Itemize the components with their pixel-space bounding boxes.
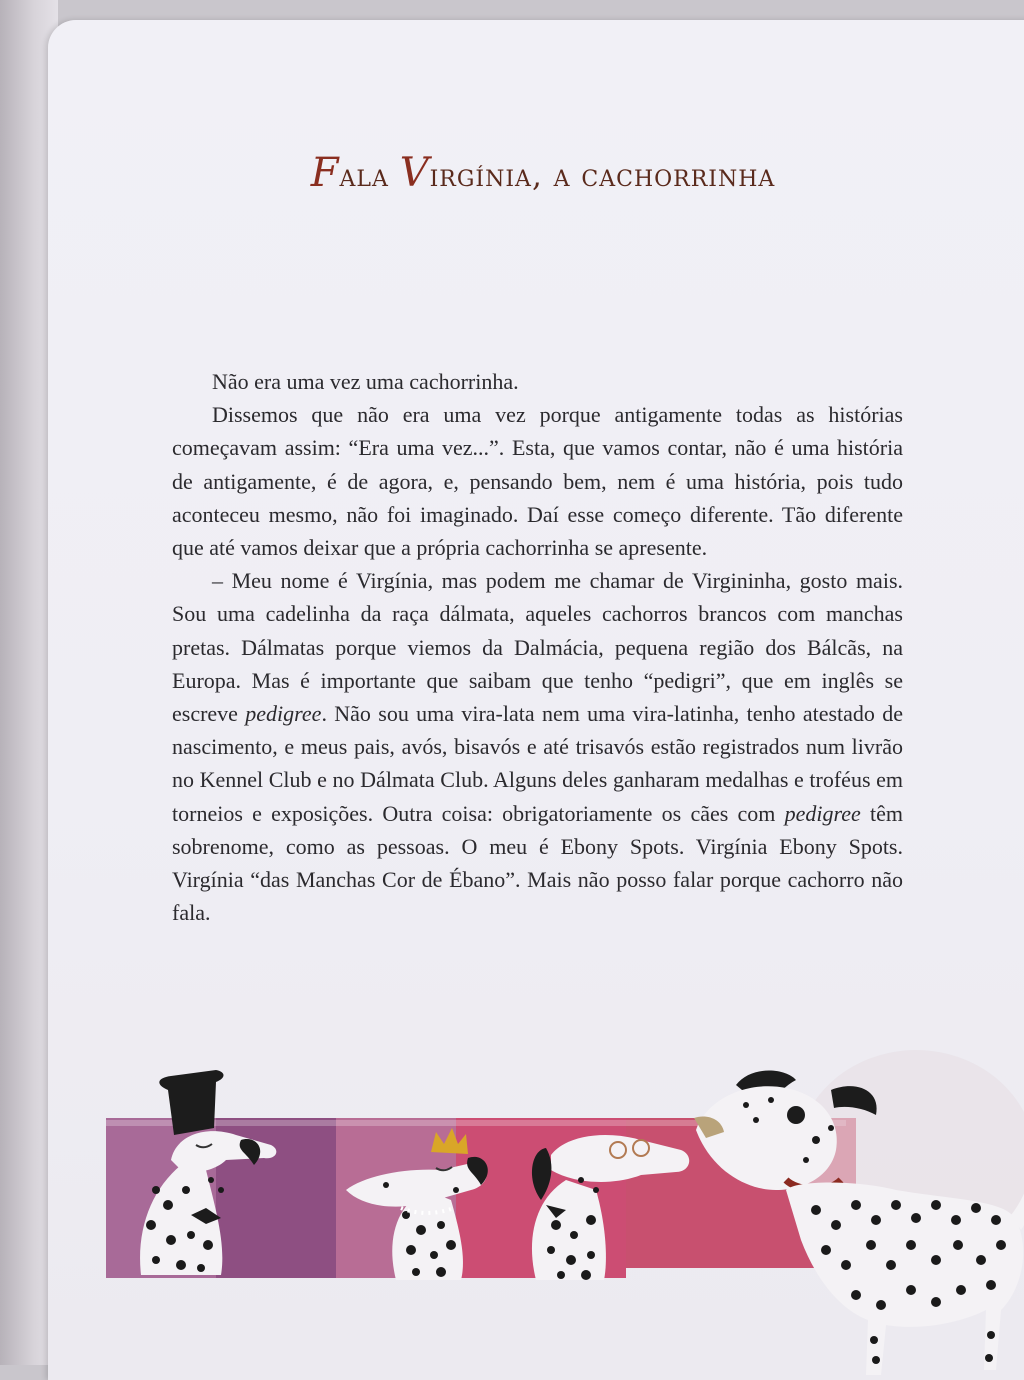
title-initial-f: F [310, 150, 340, 196]
book-page [48, 20, 1024, 1380]
paragraph-1: Não era uma vez uma cachorrinha. [212, 369, 519, 394]
dalmatians-illustration [96, 1040, 1024, 1380]
paragraph-3-part-b: . Não sou uma vira-lata nem uma vira-latinha, tenho atestado de nascimento, e meus pais, avós, bisavós e até trisavós estão registrados num livrão no Kennel Club e no Dálmata Club. Alguns deles ganharam medalhas e troféus em torneios e exposições. Outra coisa: obrigatoriamente os cães com [172, 701, 903, 826]
paragraph-3 [172, 564, 903, 929]
paragraph-2: Dissemos que não era uma vez porque antigamente todas as histórias começavam assim: “Era uma vez...”. Esta, que vamos contar, não é uma história de antigamente, é de agora, e, pensando bem, nem é uma história, pois tudo aconteceu mesmo, não foi imaginado. Daí esse começo diferente. Tão diferente que até vamos deixar que a própria cachorrinha se apresente. [172, 402, 903, 561]
title-word-1: ala [339, 158, 389, 194]
title-initial-v: V [399, 150, 430, 196]
paragraph-3-part-a: – Meu nome é Virgínia, mas podem me chamar de Virgininha, gosto mais. Sou uma cadelinha da raça dálmata, aqueles cachorros brancos com manchas pretas. Dálmatas porque viemos da Dalmácia, pequena região dos Bálcãs, na Europa. Mas é importante que saibam que tenho “pedigri”, que em inglês se escreve [172, 568, 903, 727]
dog-eye [787, 1106, 805, 1124]
paragraph-3-part-c: têm sobrenome, como as pessoas. O meu é Ebony Spots. Virgínia Ebony Spots. Virgínia “das Manchas Cor de Ébano”. Mais não posso falar porque cachorro não fala. [172, 800, 903, 926]
title-word-2: irgínia, a cachorrinha [429, 158, 776, 194]
italic-pedigree: pedigree [245, 701, 322, 727]
story-text [172, 365, 903, 929]
italic-pedigree-2: pedigree [784, 800, 861, 826]
chapter-title [48, 150, 1024, 196]
